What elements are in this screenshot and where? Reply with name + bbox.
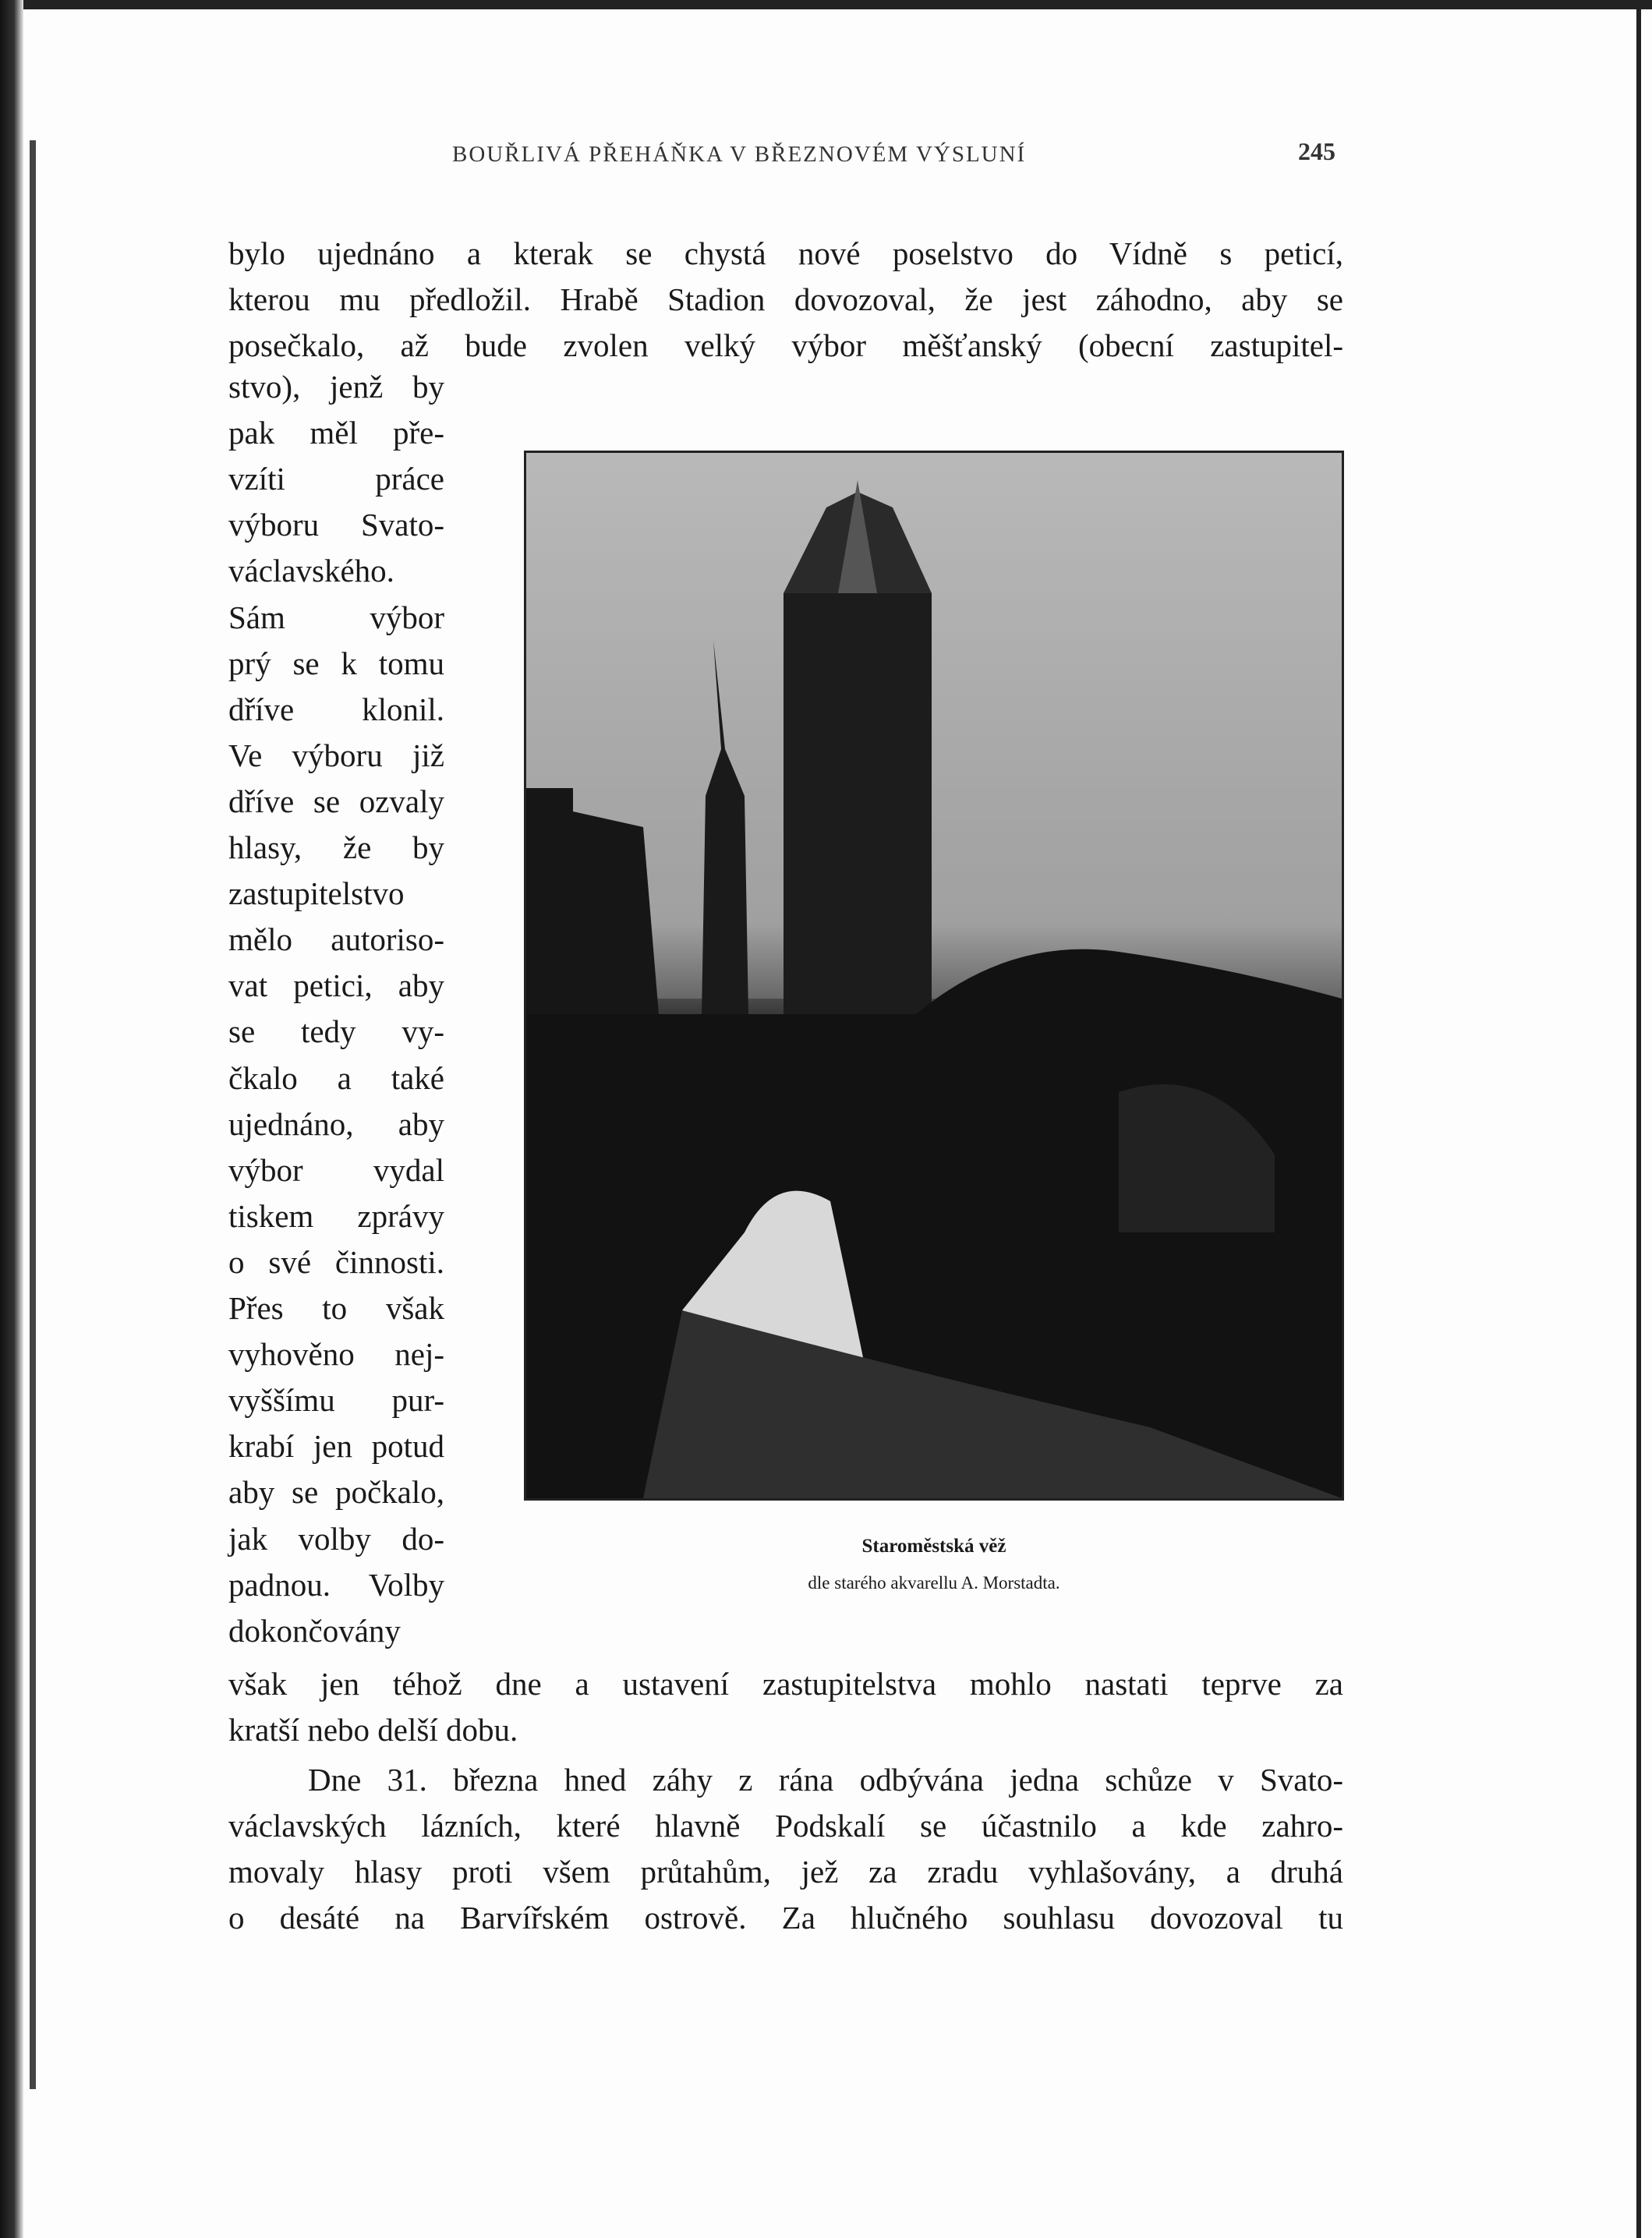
text-line: dokončovány bbox=[228, 1612, 401, 1649]
tower-illustration bbox=[526, 453, 1342, 1498]
text-line: zastupitelstvo bbox=[228, 875, 405, 912]
scan-edge-top bbox=[0, 0, 1652, 9]
text-line: padnou. Volby bbox=[228, 1566, 444, 1603]
text-line: vyššímu pur- bbox=[228, 1382, 444, 1419]
figure-caption-title: Staroměstská věž bbox=[861, 1536, 1006, 1557]
text-line: jak volby do- bbox=[228, 1520, 444, 1557]
text-line: se tedy vy- bbox=[228, 1013, 444, 1050]
text-line: Ve výboru již bbox=[228, 737, 444, 773]
text-line: kratší nebo delší dobu. bbox=[228, 1712, 518, 1748]
text-line: tiskem zprávy bbox=[228, 1197, 444, 1234]
text-line: aby se počkalo, bbox=[228, 1474, 444, 1511]
text-line: vzíti práce bbox=[228, 461, 444, 497]
text-line: bylo ujednáno a kterak se chystá nové poselstvo do Vídně s peticí, bbox=[228, 235, 1343, 271]
text-line: mělo autoriso- bbox=[228, 921, 444, 958]
page-number: 245 bbox=[1298, 137, 1335, 165]
text-line: Dne 31. března hned záhy z rána odbývána jedna schůze v Svato- bbox=[308, 1762, 1343, 1798]
text-line: prý se k tomu bbox=[228, 645, 444, 681]
scan-edge-left bbox=[0, 0, 23, 2238]
text-line: krabí jen potud bbox=[228, 1428, 444, 1465]
text-line: pak měl pře- bbox=[228, 415, 444, 451]
text-line: hlasy, že by bbox=[228, 829, 444, 865]
text-line: dříve se ozvaly bbox=[228, 783, 444, 819]
text-line: vat petici, aby bbox=[228, 967, 444, 1004]
text-line: o své činnosti. bbox=[228, 1243, 444, 1280]
text-line: čkalo a také bbox=[228, 1059, 444, 1096]
text-line: posečkalo, až bude zvolen velký výbor měšťanský (obecní zastupitel- bbox=[228, 327, 1343, 363]
text-line: kterou mu předložil. Hrabě Stadion dovozoval, že jest záhodno, aby se bbox=[228, 281, 1343, 317]
scan-spine-line bbox=[30, 140, 36, 2089]
text-line: Přes to však bbox=[228, 1290, 444, 1326]
text-line: však jen téhož dne a ustavení zastupitelstva mohlo nastati teprve za bbox=[228, 1666, 1343, 1702]
text-line: výboru Svato- bbox=[228, 507, 444, 543]
text-line: václavských lázních, které hlavně Podskalí se účastnilo a kde zahro- bbox=[228, 1808, 1343, 1844]
text-line: ujednáno, aby bbox=[228, 1105, 444, 1142]
figure-photo-old-town-tower bbox=[524, 451, 1344, 1501]
text-line: výbor vydal bbox=[228, 1151, 444, 1188]
text-line: václavského. bbox=[228, 553, 394, 589]
text-line: dříve klonil. bbox=[228, 691, 444, 727]
scan-edge-right bbox=[1636, 0, 1641, 2238]
text-line: movaly hlasy proti všem průtahům, jež za zradu vyhlašovány, a druhá bbox=[228, 1854, 1343, 1890]
text-line: Sám výbor bbox=[228, 599, 444, 635]
text-line: o desáté na Barvířském ostrově. Za hlučného souhlasu dovozoval tu bbox=[228, 1900, 1343, 1936]
text-line: vyhověno nej- bbox=[228, 1336, 444, 1373]
running-header: BOUŘLIVÁ PŘEHÁŇKA V BŘEZNOVÉM VÝSLUNÍ bbox=[452, 142, 1027, 167]
figure-caption-credit: dle starého akvarellu A. Morstadta. bbox=[808, 1573, 1060, 1593]
text-line: stvo), jenž by bbox=[228, 369, 444, 405]
